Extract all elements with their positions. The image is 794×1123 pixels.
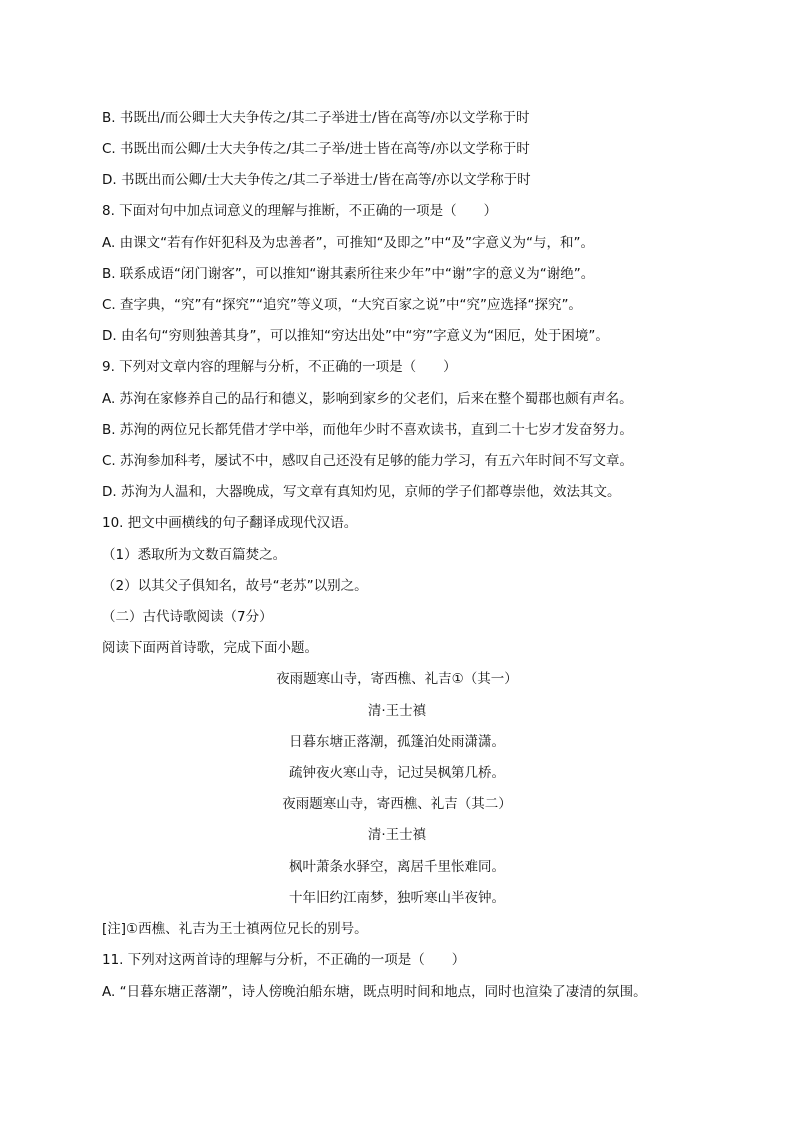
option-c-line: C. 书既出而公卿/士大夫争传之/其二子举/进士皆在高等/亦以文学称于时: [102, 141, 530, 157]
poem2-line1: 枫叶萧条水驿空，离居千里怅难同。: [289, 859, 505, 875]
q8-option-a: A. 由课文“若有作奸犯科及为忠善者”，可推知“及即之”中“及”字意义为“与，和”。: [102, 235, 595, 251]
q10-item-2: （2）以其父子俱知名，故号“老苏”以别之。: [102, 578, 368, 594]
q9-option-a: A. 苏洵在家修养自己的品行和德义，影响到家乡的父老们，后来在整个蜀郡也颇有声名。: [102, 391, 633, 407]
q9-option-d: D. 苏洵为人温和，大器晚成，写文章有真知灼见，京师的学子们都尊崇他，效法其文。: [102, 484, 621, 500]
poem-note: [注]①西樵、礼吉为王士禛两位兄长的别号。: [102, 921, 368, 937]
option-d-line: D. 书既出而公卿/士大夫争传之/其二子举进士/皆在高等/亦以文学称于时: [102, 172, 531, 188]
q11-option-a: A. “日暮东塘正落潮”，诗人傍晚泊船东塘，既点明时间和地点，同时也渲染了凄清的氛围。: [102, 984, 647, 1000]
poem1-title: 夜雨题寒山寺，寄西樵、礼吉①（其一）: [276, 671, 518, 687]
q8-option-b: B. 联系成语“闭门谢客”，可以推知“谢其素所往来少年”中“谢”字的意义为“谢绝”。: [102, 266, 595, 282]
option-b-line: B. 书既出/而公卿士大夫争传之/其二子举进士/皆在高等/亦以文学称于时: [102, 110, 530, 126]
q8-option-d: D. 由名句“穷则独善其身”，可以推知“穷达出处”中“穷”字意义为“困厄，处于困境”。: [102, 328, 609, 344]
section-heading: （二）古代诗歌阅读（7分）: [102, 609, 273, 625]
poem2-title: 夜雨题寒山寺，寄西樵、礼吉（其二）: [282, 796, 512, 812]
question-10: 10. 把文中画横线的句子翻译成现代汉语。: [102, 515, 358, 531]
poem1-line1: 日暮东塘正落潮，孤篷泊处雨潇潇。: [289, 734, 505, 750]
poem1-line2: 疏钟夜火寒山寺，记过吴枫第几桥。: [289, 765, 505, 781]
poem2-author: 清·王士禛: [367, 827, 427, 843]
question-9: 9. 下列对文章内容的理解与分析，不正确的一项是（ ）: [102, 359, 457, 375]
poem2-line2: 十年旧约江南梦，独听寒山半夜钟。: [289, 890, 505, 906]
q9-option-b: B. 苏洵的两位兄长都凭借才学中举，而他年少时不喜欢读书，直到二十七岁才发奋努力。: [102, 422, 633, 438]
question-11: 11. 下列对这两首诗的理解与分析，不正确的一项是（ ）: [102, 952, 466, 968]
reading-instruction: 阅读下面两首诗歌，完成下面小题。: [102, 640, 318, 656]
poem1-author: 清·王士禛: [367, 703, 427, 719]
question-8: 8. 下面对句中加点词意义的理解与推断，不正确的一项是（ ）: [102, 203, 498, 219]
q10-item-1: （1）悉取所为文数百篇焚之。: [102, 547, 287, 563]
q9-option-c: C. 苏洵参加科考，屡试不中，感叹自己还没有足够的能力学习，有五六年时间不写文章。: [102, 453, 634, 469]
q8-option-c: C. 查字典，“究”有“探究”“追究”等义项，“大究百家之说”中“究”应选择“探究”。: [102, 297, 582, 313]
